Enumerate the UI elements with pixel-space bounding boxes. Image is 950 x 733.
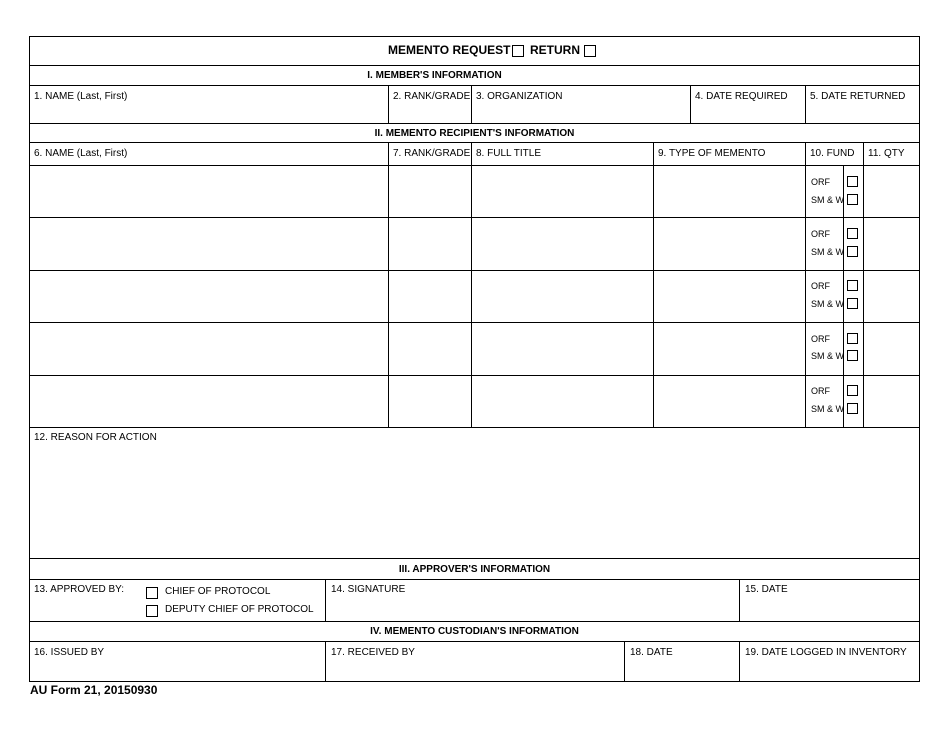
table-row[interactable]	[30, 323, 387, 374]
fund-label: 10. FUND	[810, 148, 855, 159]
approved-by-label: 13. APPROVED BY:	[34, 584, 125, 595]
received-by-label: 17. RECEIVED BY	[331, 647, 415, 658]
memento-type-label: 9. TYPE OF MEMENTO	[658, 148, 766, 159]
fund-orf-checkbox[interactable]	[847, 176, 858, 187]
fund-smw-label: SM & W	[811, 299, 844, 309]
date-required-field[interactable]	[691, 104, 804, 122]
qty-label: 11. QTY	[868, 148, 905, 159]
date-logged-field[interactable]	[740, 660, 919, 681]
form-footer: AU Form 21, 20150930	[30, 683, 158, 697]
issued-by-field[interactable]	[30, 660, 324, 681]
approval-date-field[interactable]	[740, 597, 919, 620]
member-org-field[interactable]	[472, 104, 689, 122]
fund-orf-label: ORF	[811, 229, 830, 239]
member-org-label: 3. ORGANIZATION	[476, 91, 563, 102]
fund-smw-label: SM & W	[811, 351, 844, 361]
fund-smw-checkbox[interactable]	[847, 246, 858, 257]
title-request-label: MEMENTO REQUEST	[388, 43, 511, 57]
title-return-label: RETURN	[530, 43, 580, 57]
fund-orf-label: ORF	[811, 334, 830, 344]
fund-orf-checkbox[interactable]	[847, 228, 858, 239]
fund-orf-label: ORF	[811, 281, 830, 291]
section4-heading: IV. MEMENTO CUSTODIAN'S INFORMATION	[370, 626, 579, 637]
member-rank-label: 2. RANK/GRADE	[393, 91, 471, 102]
received-by-field[interactable]	[326, 660, 623, 681]
custodian-date-label: 18. DATE	[630, 647, 673, 658]
member-name-field[interactable]	[30, 104, 387, 122]
date-returned-label: 5. DATE RETURNED	[810, 91, 906, 102]
fund-smw-checkbox[interactable]	[847, 350, 858, 361]
signature-field[interactable]	[326, 597, 738, 620]
fund-smw-label: SM & W	[811, 404, 844, 414]
table-row[interactable]	[30, 376, 387, 426]
date-returned-field[interactable]	[806, 104, 919, 122]
fund-smw-checkbox[interactable]	[847, 403, 858, 414]
section1-heading: I. MEMBER'S INFORMATION	[367, 70, 502, 81]
date-required-label: 4. DATE REQUIRED	[695, 91, 788, 102]
fund-orf-label: ORF	[811, 177, 830, 187]
fund-smw-checkbox[interactable]	[847, 194, 858, 205]
fund-orf-label: ORF	[811, 386, 830, 396]
fund-smw-label: SM & W	[811, 247, 844, 257]
table-row[interactable]	[30, 271, 387, 321]
memento-request-checkbox[interactable]	[512, 45, 524, 57]
custodian-date-field[interactable]	[625, 660, 738, 681]
fund-smw-label: SM & W	[811, 195, 844, 205]
member-name-label: 1. NAME (Last, First)	[34, 91, 128, 102]
signature-label: 14. SIGNATURE	[331, 584, 406, 595]
fund-orf-checkbox[interactable]	[847, 385, 858, 396]
reason-field[interactable]	[30, 446, 919, 556]
full-title-label: 8. FULL TITLE	[476, 148, 542, 159]
fund-orf-checkbox[interactable]	[847, 280, 858, 291]
table-row[interactable]	[30, 218, 387, 269]
recipient-name-label: 6. NAME (Last, First)	[34, 148, 128, 159]
reason-label: 12. REASON FOR ACTION	[34, 432, 157, 443]
form-title	[388, 43, 510, 57]
section2-heading: II. MEMENTO RECIPIENT'S INFORMATION	[374, 128, 575, 139]
section3-heading: III. APPROVER'S INFORMATION	[398, 564, 551, 575]
return-checkbox[interactable]	[584, 45, 596, 57]
member-rank-field[interactable]	[389, 104, 470, 122]
deputy-chief-checkbox[interactable]	[146, 605, 158, 617]
chief-of-protocol-label: CHIEF OF PROTOCOL	[165, 586, 271, 597]
deputy-chief-label: DEPUTY CHIEF OF PROTOCOL	[165, 604, 314, 615]
chief-of-protocol-checkbox[interactable]	[146, 587, 158, 599]
approval-date-label: 15. DATE	[745, 584, 788, 595]
issued-by-label: 16. ISSUED BY	[34, 647, 105, 658]
date-logged-label: 19. DATE LOGGED IN INVENTORY	[745, 647, 907, 658]
recipient-rank-label: 7. RANK/GRADE	[393, 148, 471, 159]
table-row[interactable]	[30, 166, 387, 216]
fund-smw-checkbox[interactable]	[847, 298, 858, 309]
fund-orf-checkbox[interactable]	[847, 333, 858, 344]
